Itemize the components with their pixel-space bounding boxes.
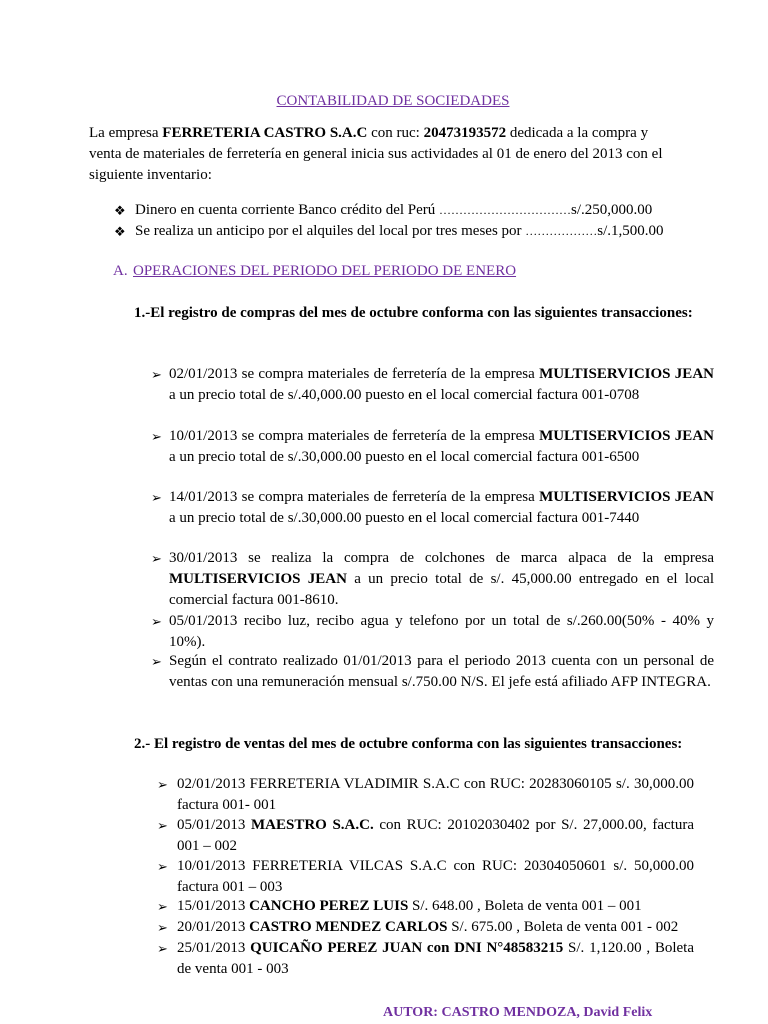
sale-detail: S/. 648.00 , Boleta de venta 001 – 001 xyxy=(408,898,642,914)
intro-text-3: dedicada a la compra y venta de materiales de ferretería en general inicia sus actividades al 01 de enero del 2013 con el siguiente inventario: xyxy=(89,125,663,183)
arrow-bullet-icon: ➢ xyxy=(157,818,168,833)
purchase-item xyxy=(151,426,714,468)
sale-item xyxy=(157,917,694,938)
purchase-text: 05/01/2013 recibo luz, recibo agua y telefono por un total de s/.260.00(50% - 40% y 10%). xyxy=(169,613,714,650)
arrow-bullet-icon: ➢ xyxy=(151,551,162,566)
sale-customer: QUICAÑO PEREZ JUAN con DNI N°48583215 xyxy=(250,940,564,956)
arrow-bullet-icon: ➢ xyxy=(157,920,168,935)
purchases-heading: 1.-El registro de compras del mes de octubre conforma con las siguientes transacciones: xyxy=(134,305,693,321)
inventory-item-text: Dinero en cuenta corriente Banco crédito del Perú xyxy=(135,202,436,218)
arrow-bullet-icon: ➢ xyxy=(151,367,162,382)
sale-text: 10/01/2013 FERRETERIA VILCAS S.A.C con RUC: 20304050601 s/. 50,000.00 factura 001 – 003 xyxy=(177,858,694,895)
purchase-vendor: MULTISERVICIOS JEAN xyxy=(539,428,714,444)
sale-item xyxy=(157,815,694,857)
arrow-bullet-icon: ➢ xyxy=(157,941,168,956)
purchase-item xyxy=(151,364,714,406)
sale-item xyxy=(157,856,694,898)
purchase-vendor: MULTISERVICIOS JEAN xyxy=(539,489,714,505)
inventory-item-amount: s/.250,000.00 xyxy=(571,202,653,218)
company-ruc: 20473193572 xyxy=(423,125,507,141)
purchase-detail: a un precio total de s/.30,000.00 puesto en el local comercial factura 001-6500 xyxy=(169,449,640,465)
sale-customer: MAESTRO S.A.C. xyxy=(250,817,374,833)
arrow-bullet-icon: ➢ xyxy=(157,899,168,914)
sale-text: 25/01/2013 xyxy=(177,940,251,956)
sales-heading: 2.- El registro de ventas del mes de octubre conforma con las siguientes transacciones: xyxy=(134,736,683,752)
arrow-bullet-icon: ➢ xyxy=(157,859,168,874)
company-name: FERRETERIA CASTRO S.A.C xyxy=(162,125,368,141)
sale-text: 20/01/2013 xyxy=(177,919,250,935)
inventory-item-text: Se realiza un anticipo por el alquiles del local por tres meses por xyxy=(135,223,522,239)
purchase-text: 14/01/2013 se compra materiales de ferretería de la empresa xyxy=(169,489,540,505)
section-a-label: OPERACIONES DEL PERIODO DEL PERIODO DE ENERO xyxy=(133,263,517,279)
inventory-item-dots: ……………… xyxy=(525,224,598,238)
purchase-item xyxy=(151,487,714,529)
sale-detail: S/. 675.00 , Boleta de venta 001 - 002 xyxy=(447,919,679,935)
sale-text: 02/01/2013 FERRETERIA VLADIMIR S.A.C con RUC: 20283060105 s/. 30,000.00 factura 001- 001 xyxy=(177,776,694,813)
intro-text-2: con ruc: xyxy=(367,125,424,141)
diamond-bullet-icon: ❖ xyxy=(114,203,126,218)
section-a-heading xyxy=(113,261,516,282)
arrow-bullet-icon: ➢ xyxy=(151,654,162,669)
sale-item xyxy=(157,938,695,980)
purchase-detail: a un precio total de s/.30,000.00 puesto en el local comercial factura 001-7440 xyxy=(169,510,640,526)
document-title: CONTABILIDAD DE SOCIEDADES xyxy=(276,93,510,109)
purchase-text: 10/01/2013 se compra materiales de ferretería de la empresa xyxy=(169,428,540,444)
purchase-detail: a un precio total de s/.40,000.00 puesto en el local comercial factura 001-0708 xyxy=(169,387,640,403)
inventory-item-amount: s/.1,500.00 xyxy=(597,223,664,239)
arrow-bullet-icon: ➢ xyxy=(151,614,162,629)
intro-text-1: La empresa xyxy=(89,125,163,141)
diamond-bullet-icon: ❖ xyxy=(114,224,126,239)
purchase-text: 02/01/2013 se compra materiales de ferretería de la empresa xyxy=(169,366,540,382)
purchase-vendor: MULTISERVICIOS JEAN xyxy=(539,366,714,382)
arrow-bullet-icon: ➢ xyxy=(157,777,168,792)
sale-item xyxy=(157,774,694,816)
purchase-item xyxy=(151,651,714,693)
arrow-bullet-icon: ➢ xyxy=(151,429,162,444)
sale-item xyxy=(157,896,694,917)
sale-text: 15/01/2013 xyxy=(177,898,250,914)
purchase-item xyxy=(151,611,714,653)
purchase-text: 30/01/2013 se realiza la compra de colchones de marca alpaca de la empresa xyxy=(169,550,714,566)
purchase-detail: a un precio total de s/. 45,000.00 entregado en el local comercial factura 001-8610. xyxy=(169,571,714,608)
purchase-vendor: MULTISERVICIOS JEAN xyxy=(169,571,347,587)
inventory-item-dots: …………………………… xyxy=(439,203,572,217)
arrow-bullet-icon: ➢ xyxy=(151,490,162,505)
sale-customer: CASTRO MENDEZ CARLOS xyxy=(249,919,448,935)
sale-customer: CANCHO PEREZ LUIS xyxy=(249,898,409,914)
section-a-letter: A. xyxy=(113,263,128,279)
intro-paragraph xyxy=(89,123,679,186)
sale-detail: con RUC: 20102030402 por S/. 27,000.00, factura 001 – 002 xyxy=(177,817,694,854)
purchase-text: Según el contrato realizado 01/01/2013 para el periodo 2013 cuenta con un personal de ventas con una remuneración mensual s/.750.00 N/S. El jefe está afiliado AFP INTEGRA. xyxy=(169,653,714,690)
purchase-item xyxy=(151,548,714,611)
sale-text: 05/01/2013 xyxy=(177,817,251,833)
author-line: AUTOR: CASTRO MENDOZA, David Felix xyxy=(383,1005,653,1020)
sale-detail: S/. 1,120.00 , Boleta de venta 001 - 003 xyxy=(177,940,695,977)
